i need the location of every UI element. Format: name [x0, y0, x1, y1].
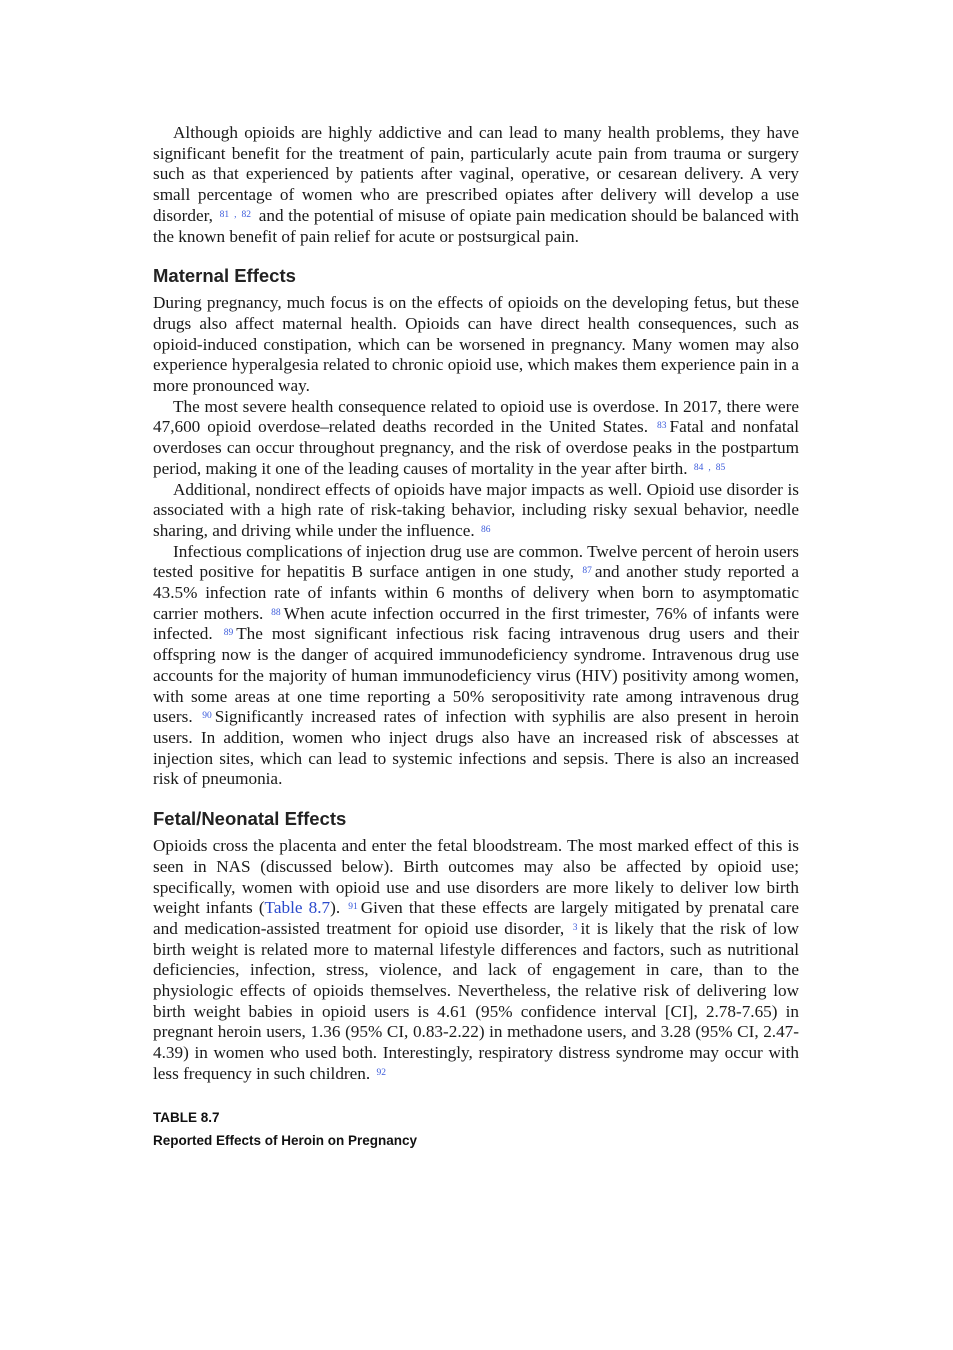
reference-89[interactable]: 89: [223, 628, 234, 639]
reference-81[interactable]: 81: [219, 209, 230, 220]
reference-86[interactable]: 86: [481, 524, 491, 535]
reference-3[interactable]: 3: [572, 922, 578, 933]
intro-paragraph: [153, 123, 799, 247]
reference-87[interactable]: 87: [582, 566, 592, 577]
maternal-p4-text-e: Significantly increased rates of infection with syphilis are also present in heroin users. In addition, women who inject drugs also have an increased risk of abscesses at injection sites, which can lead to systemic infections and sepsis. There is also an increased risk of pneumonia.: [153, 707, 799, 789]
table-8-7-link[interactable]: Table 8.7: [264, 898, 331, 918]
maternal-p4-text-a: Infectious complications of injection drug use are common. Twelve percent of heroin users tested positive for hepatitis B surface antigen in one study,: [153, 541, 799, 582]
reference-90[interactable]: 90: [202, 711, 212, 722]
reference-85[interactable]: 85: [715, 462, 726, 473]
maternal-paragraph-4: [153, 542, 799, 790]
fetal-p1-text-b: ).: [330, 898, 341, 918]
reference-88[interactable]: 88: [271, 607, 281, 618]
intro-text-a: Although opioids are highly addictive and can lead to many health problems, they have significant benefit for the treatment of pain, particularly acute pain from trauma or surgery such as that experienced by patients after vaginal, operative, or cesarean delivery. A very small percentage of women who are prescribed opiates after delivery will develop a use disorder,: [153, 123, 799, 225]
maternal-paragraph-3: [153, 480, 799, 542]
reference-83[interactable]: 83: [657, 421, 667, 432]
reference-92[interactable]: 92: [376, 1067, 386, 1078]
document-page: [153, 123, 799, 1150]
maternal-p4-text-b: and another study reported a 43.5% infection rate of infants within 6 months of delivery when born to asymptomatic carrier mothers.: [153, 562, 800, 623]
section-heading-fetal-neonatal: Fetal/Neonatal Effects: [153, 808, 347, 830]
fetal-p1-text-c: Given that these effects are largely mitigated by prenatal care and medication-assisted treatment for opioid use disorder,: [153, 898, 799, 938]
maternal-p2-text-a: The most severe health consequence related to opioid use is overdose. In 2017, there were 47,600 opioid overdose–related deaths recorded in the United States.: [153, 396, 799, 437]
reference-91[interactable]: 91: [348, 902, 358, 913]
maternal-p4-text-c: When acute infection occurred in the first trimester, 76% of infants were infected.: [153, 603, 799, 644]
table-label: TABLE 8.7: [153, 1109, 220, 1125]
fetal-p1-text-d: it is likely that the risk of low birth weight is related more to maternal lifestyle differences and factors, such as nutritional deficiencies, infection, stress, violence, and lack of engagement in care, than to the physiologic effects of opioids themselves. Nevertheless, the relative risk of delivering low birth weight babies in opioid users is 4.61 (95% confidence interval [CI], 2.78-7.65) in pregnant heroin users, 1.36 (95% CI, 0.83-2.22) in methadone users, and 3.28 (95% CI, 2.47-4.39) in women who used both. Interestingly, respiratory distress syndrome may occur with less frequency in such children.: [153, 918, 800, 1083]
maternal-paragraph-2: [153, 397, 799, 480]
reference-separator: ,: [234, 209, 237, 220]
reference-84[interactable]: 84: [693, 462, 704, 473]
maternal-p2-text-b: Fatal and nonfatal overdoses can occur throughout pregnancy, and the risk of overdose peaks in the postpartum period, making it one of the leading causes of mortality in the year after birth.: [153, 417, 800, 478]
fetal-paragraph-1: [153, 836, 799, 1084]
intro-text-b: and the potential of misuse of opiate pain medication should be balanced with the known benefit of pain relief for acute or postsurgical pain.: [153, 205, 800, 246]
reference-82[interactable]: 82: [241, 209, 252, 220]
maternal-p4-text-d: The most significant infectious risk facing intravenous drug users and their offspring now is the danger of acquired immunodeficiency syndrome. Intravenous drug use accounts for the majority of human immunodeficiency virus (HIV) positivity among women, with some areas at one time reporting a 50% seropositivity rate among intravenous drug users.: [153, 624, 800, 727]
fetal-p1-text-a: Opioids cross the placenta and enter the fetal bloodstream. The most marked effect of this is seen in NAS (discussed below). Birth outcomes may also be affected by opioid use; specifically, women with opioid use and use disorders are more likely to deliver low birth weight infants (: [153, 836, 799, 918]
maternal-paragraph-1: During pregnancy, much focus is on the effects of opioids on the developing fetus, but these drugs also affect maternal health. Opioids can have direct health consequences, such as opioid-induced constipation, which can be worsened in pregnancy. Many women may also experience hyperalgesia related to chronic opioid use, which makes them experience pain in a more pronounced way.: [153, 293, 799, 396]
maternal-p3-text: Additional, nondirect effects of opioids have major impacts as well. Opioid use disorder is associated with a high rate of risk-taking behavior, including risky sexual behavior, needle sharing, and driving while under the influence.: [153, 479, 799, 540]
section-heading-maternal: Maternal Effects: [153, 265, 296, 287]
reference-separator: ,: [708, 462, 711, 473]
table-title: Reported Effects of Heroin on Pregnancy: [153, 1132, 418, 1148]
